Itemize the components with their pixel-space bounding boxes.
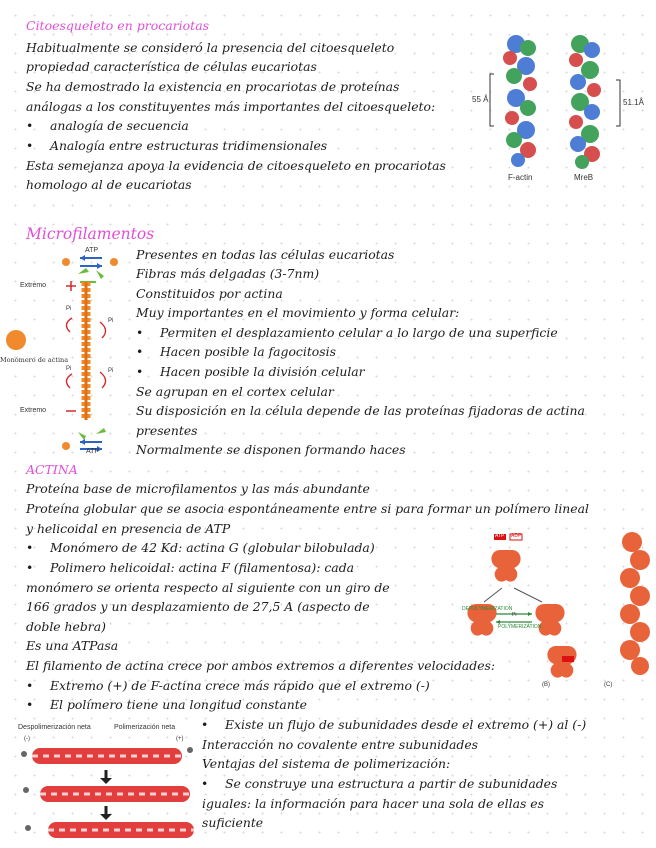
bullet-item: • Polimero helicoidal: actina F (filamentosa): cada <box>50 560 354 576</box>
treadmilling-figure <box>18 724 198 842</box>
paragraph-line: presentes <box>136 423 198 438</box>
paragraph-line: Es una ATPasa <box>26 638 119 653</box>
filament-rows-diagram <box>18 724 198 842</box>
paragraph-line: homologo al de eucariotas <box>26 177 192 192</box>
bullet-item: • Analogía entre estructuras tridimensionales <box>50 138 327 154</box>
paragraph-line: Fibras más delgadas (3-7nm) <box>136 266 320 281</box>
protein-structure-image <box>470 26 648 186</box>
paragraph-line: iguales: la información para hacer una sola de ellas es <box>202 796 544 811</box>
net-polymerization-title: Polimerización neta <box>114 724 176 731</box>
paragraph-line: Proteína base de microfilamentos y las más abundante <box>26 481 370 496</box>
minus-end-label: Extremo <box>20 407 47 414</box>
plus-end-label: Extremo <box>20 282 47 289</box>
paragraph-line: Presentes en todas las células eucariotas <box>136 247 395 262</box>
actin-filament-diagram <box>0 244 132 458</box>
actin-polymerization-figure <box>462 526 654 698</box>
pi-label: Pi <box>108 318 114 324</box>
adp-label: ADP <box>511 533 522 539</box>
factin-mreb-figure <box>470 26 648 186</box>
bullet-item: • Hacen posible la fagocitosis <box>160 344 336 360</box>
paragraph-line: Muy importantes en el movimiento y forma celular: <box>136 305 460 320</box>
paragraph-line: Normalmente se disponen formando haces <box>136 442 406 457</box>
paragraph-line: doble hebra) <box>26 619 106 634</box>
monomer-label: Monómero de actina <box>0 356 69 364</box>
paragraph-line: Constituidos por actina <box>136 286 283 301</box>
paragraph-line: Se ha demostrado la existencia en procariotas de proteínas <box>26 79 400 94</box>
bullet-item: • Permiten el desplazamiento celular a lo largo de una superficie <box>160 325 558 341</box>
paragraph-line: Habitualmente se consideró la presencia del citoesqueleto <box>26 40 395 55</box>
panel-b-label: (B) <box>542 682 550 688</box>
pi-label: Pi <box>108 368 114 374</box>
pi-label: Pi <box>66 366 72 372</box>
paragraph-line: 166 grados y un desplazamiento de 27,5 A (aspecto de <box>26 599 370 614</box>
mreb-caption: MreB <box>574 173 594 182</box>
bullet-item: • analogía de secuencia <box>50 118 189 134</box>
paragraph-line: Interacción no covalente entre subunidades <box>202 737 479 752</box>
bullet-item: • Extremo (+) de F-actina crece más rápido que el extremo (-) <box>50 678 430 694</box>
minus-end-label: (-) <box>24 736 30 742</box>
atp-label: ATP <box>495 533 505 539</box>
paragraph-line: y helicoidal en presencia de ATP <box>26 521 231 536</box>
bullet-item: • Se construye una estructura a partir de subunidades <box>225 776 557 792</box>
mreb-measure-label: 51.1Å <box>623 98 644 107</box>
section-title-microfilamentos: Microfilamentos <box>26 225 155 243</box>
bullet-item: • El polímero tiene una longitud constante <box>50 697 307 713</box>
polymerization-cycle-diagram <box>462 526 654 698</box>
paragraph-line: propiedad característica de células eucariotas <box>26 59 317 74</box>
paragraph-line: análogas a los constituyentes más importantes del citoesqueleto: <box>26 99 436 114</box>
paragraph-line: Esta semejanza apoya la evidencia de citoesqueleto en procariotas <box>26 158 446 173</box>
atp-bottom-label: ATP <box>86 448 100 455</box>
net-depolymerization-title: Despolimerización neta <box>18 724 91 731</box>
paragraph-line: Se agrupan en el cortex celular <box>136 384 334 399</box>
plus-end-label: (+) <box>176 736 184 742</box>
paragraph-line: Proteína globular que se asocia espontáneamente entre si para formar un polímero lineal <box>26 501 589 516</box>
paragraph-line: suficiente <box>202 815 264 830</box>
depolymerization-label: DEPOLYMERIZATION <box>462 606 513 612</box>
polymerization-label: POLYMERIZATION <box>498 624 542 630</box>
section-title-procariotas: Citoesqueleto en procariotas <box>26 18 210 33</box>
pi-label: Pi <box>512 612 517 618</box>
panel-c-label: (C) <box>604 682 613 688</box>
bullet-item: • Monómero de 42 Kd: actina G (globular bilobulada) <box>50 540 375 556</box>
bullet-item: • Hacen posible la división celular <box>160 364 365 380</box>
paragraph-line: Su disposición en la célula depende de las proteínas fijadoras de actina <box>136 403 585 418</box>
factin-measure-label: 55 Å <box>472 95 489 104</box>
paragraph-line: El filamento de actina crece por ambos extremos a diferentes velocidades: <box>26 658 496 673</box>
paragraph-line: Ventajas del sistema de polimerización: <box>202 756 451 771</box>
microfilament-figure <box>0 244 132 458</box>
pi-label: Pi <box>66 306 72 312</box>
paragraph-line: monómero se orienta respecto al siguiente con un giro de <box>26 580 390 595</box>
factin-caption: F-actin <box>508 173 533 182</box>
bullet-item: • Existe un flujo de subunidades desde el extremo (+) al (-) <box>225 717 586 733</box>
atp-top-label: ATP <box>85 247 99 254</box>
section-title-actina: ACTINA <box>26 462 78 477</box>
